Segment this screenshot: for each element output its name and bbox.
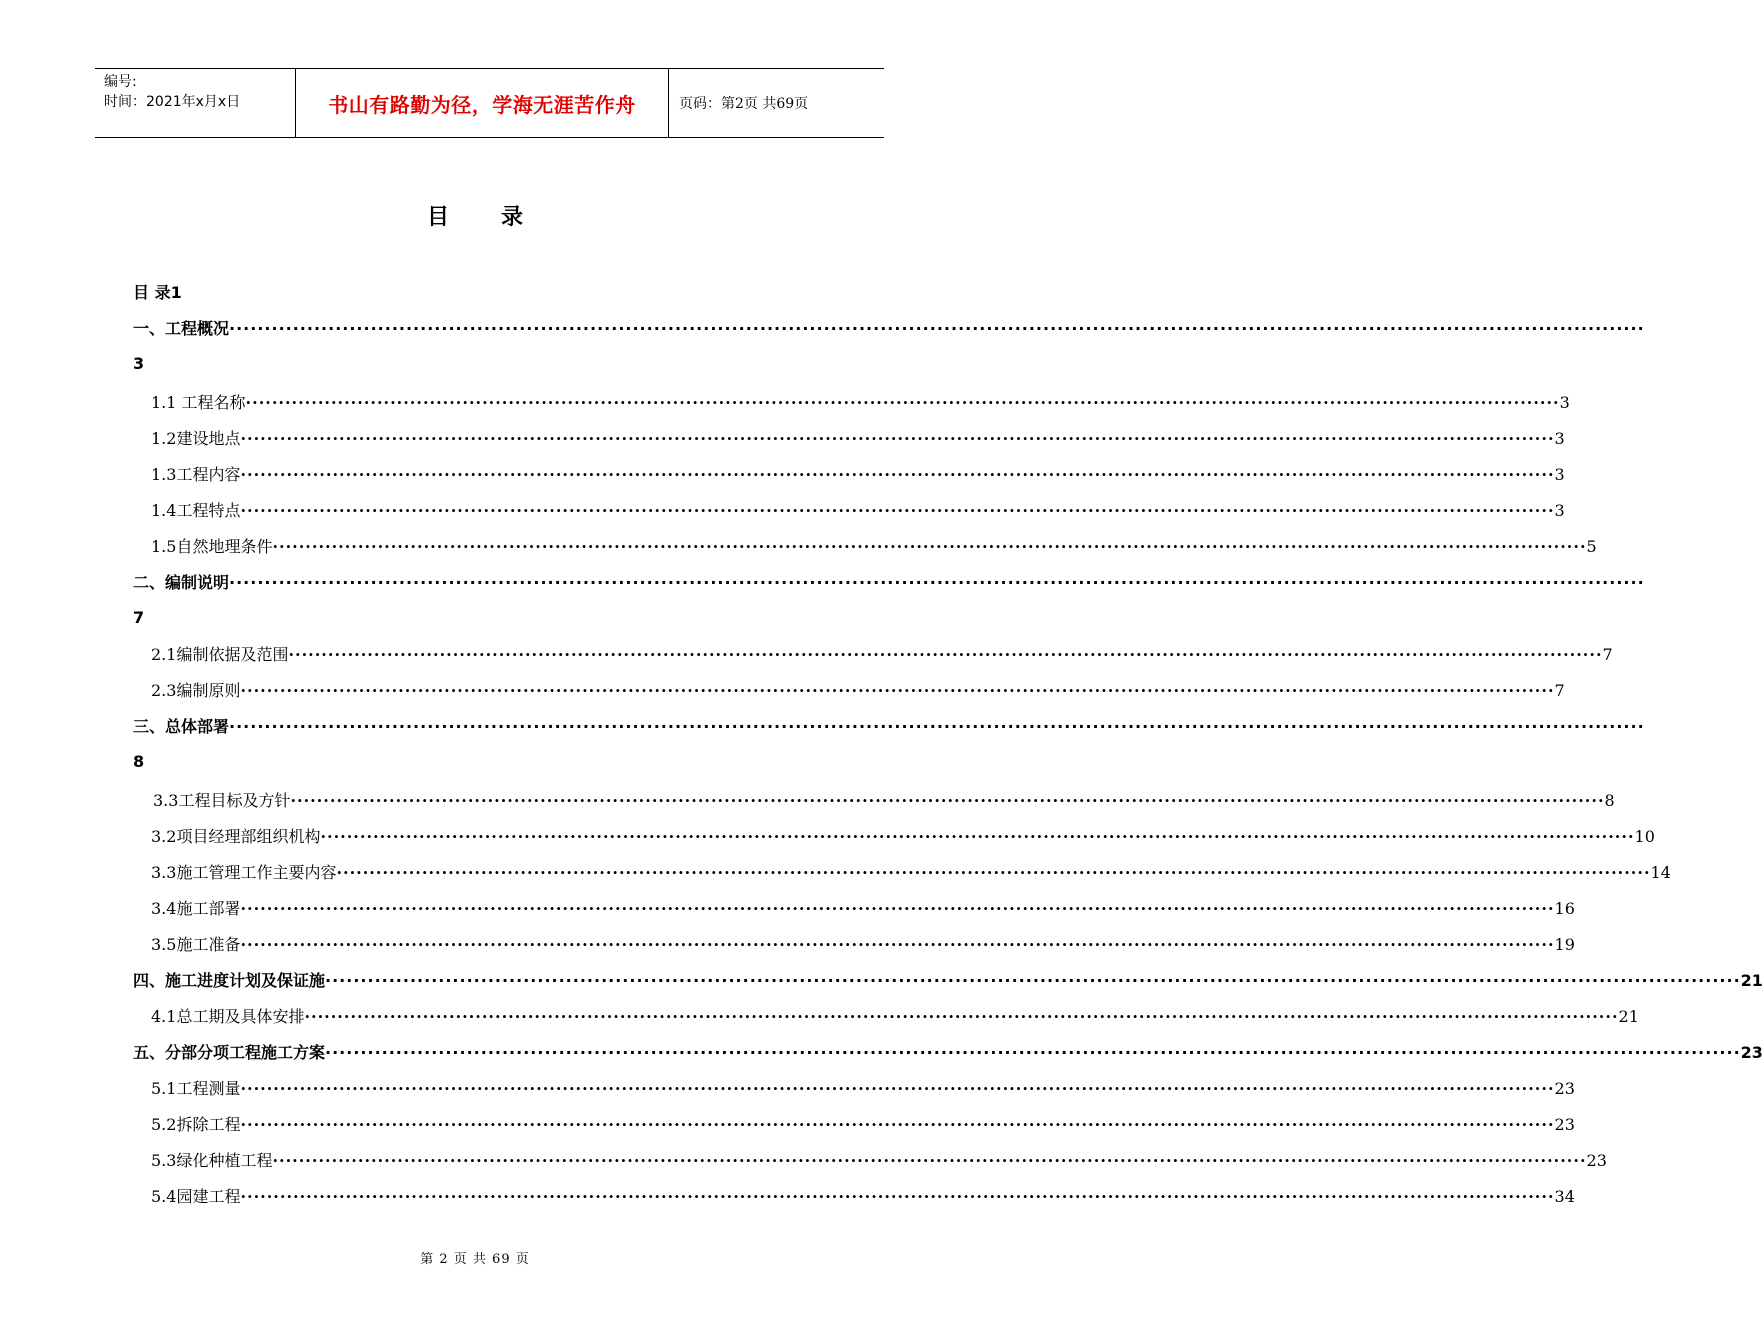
toc-entry-label: 5.3绿化种植工程 xyxy=(151,1151,273,1170)
toc-leader-dots: ········································································································································································································ xyxy=(240,935,1555,954)
toc-entry[interactable] xyxy=(151,1004,1639,1027)
toc-entry-label: 三、总体部署 xyxy=(133,717,230,736)
toc-entry-label: 5.1工程测量 xyxy=(151,1079,241,1098)
toc-entry-label: 4.1总工期及具体安排 xyxy=(151,1007,305,1026)
toc-entry-page: 21 xyxy=(1618,1007,1639,1026)
toc-entry[interactable] xyxy=(151,824,1655,847)
toc-entry[interactable] xyxy=(151,860,1671,883)
toc-leader-dots: ········································································································································································································ xyxy=(336,863,1651,882)
toc-leader-dots: ········································································································································································································ xyxy=(229,319,1645,338)
toc-entry-page: 23 xyxy=(1554,1079,1575,1098)
toc-leader-dots: ········································································································································································································ xyxy=(240,1115,1555,1134)
toc-entry-page: 7 xyxy=(1554,681,1565,700)
toc-entry-label: 一、工程概况 xyxy=(133,319,230,338)
motto: 书山有路勤为径，学海无涯苦作舟 xyxy=(328,92,636,117)
toc-entry[interactable] xyxy=(153,788,1615,811)
toc-leader-dots: ········································································································································································································ xyxy=(240,899,1555,918)
toc-leader-dots: ········································································································································································································ xyxy=(320,827,1635,846)
toc-entry-label: 3.2项目经理部组织机构 xyxy=(151,827,321,846)
toc-entry-label: 四、施工进度计划及保证施 xyxy=(133,971,326,990)
toc-leader-dots: ········································································································································································································ xyxy=(229,573,1645,592)
toc-entry[interactable] xyxy=(133,316,1645,339)
toc-entry-label: 1.1 工程名称 xyxy=(151,393,246,412)
toc-entry-label: 2.1编制依据及范围 xyxy=(151,645,289,664)
toc-entry[interactable] xyxy=(151,426,1565,449)
toc-entry-label: 3.3工程目标及方针 xyxy=(153,791,291,810)
toc-entry-label: 5.2拆除工程 xyxy=(151,1115,241,1134)
toc-entry[interactable] xyxy=(133,608,839,627)
toc-entry-label: 目 录1 xyxy=(133,283,182,302)
toc-entry-label: 8 xyxy=(133,752,145,771)
toc-entry[interactable] xyxy=(133,1040,1763,1063)
toc-entry-label: 5.4园建工程 xyxy=(151,1187,241,1206)
toc-entry-label: 3.3施工管理工作主要内容 xyxy=(151,863,337,882)
toc-entry-page: 10 xyxy=(1634,827,1655,846)
toc-entry-label: 3.5施工准备 xyxy=(151,935,241,954)
toc-entry-page: 19 xyxy=(1554,935,1575,954)
toc-entry[interactable] xyxy=(151,1184,1575,1207)
serial-label: 编号: xyxy=(104,74,137,90)
page-header xyxy=(95,68,884,138)
toc-entry[interactable] xyxy=(133,570,1645,593)
toc-entry[interactable] xyxy=(133,714,1645,737)
toc-leader-dots: ········································································································································································································ xyxy=(288,645,1603,664)
toc-leader-dots: ········································································································································································································ xyxy=(229,717,1645,736)
toc-entry-page: 3 xyxy=(1559,393,1570,412)
toc-leader-dots: ········································································································································································································ xyxy=(325,971,1741,990)
toc-leader-dots: ········································································································································································································ xyxy=(325,1043,1741,1062)
toc-entry-page: 23 xyxy=(1740,1043,1763,1062)
toc-entry[interactable] xyxy=(151,896,1575,919)
toc-entry-label: 二、编制说明 xyxy=(133,573,230,592)
toc-entry-label: 2.3编制原则 xyxy=(151,681,241,700)
toc-entry-label: 五、分部分项工程施工方案 xyxy=(133,1043,326,1062)
toc-entry-label: 1.3工程内容 xyxy=(151,465,241,484)
toc-entry[interactable] xyxy=(151,1112,1575,1135)
toc-leader-dots: ········································································································································································································ xyxy=(240,1187,1555,1206)
toc-entry[interactable] xyxy=(151,1148,1607,1171)
toc-entry-page: 3 xyxy=(1554,465,1565,484)
toc-entry-page: 8 xyxy=(1604,791,1615,810)
toc-leader-dots: ········································································································································································································ xyxy=(272,1151,1587,1170)
toc-entry-page: 21 xyxy=(1740,971,1763,990)
toc-entry[interactable] xyxy=(151,932,1575,955)
toc-entry-label: 3.4施工部署 xyxy=(151,899,241,918)
toc-entry-label: 1.5自然地理条件 xyxy=(151,537,273,556)
header-motto-cell xyxy=(296,69,669,137)
toc-entry-label: 1.4工程特点 xyxy=(151,501,241,520)
toc-entry[interactable] xyxy=(151,498,1565,521)
toc-entry[interactable] xyxy=(151,642,1613,665)
toc-entry[interactable] xyxy=(151,678,1565,701)
header-page-cell xyxy=(669,69,884,137)
toc-entry[interactable] xyxy=(151,390,1570,413)
toc-leader-dots: ········································································································································································································ xyxy=(240,681,1555,700)
toc-entry[interactable] xyxy=(133,968,1763,991)
toc-entry-page: 7 xyxy=(1602,645,1613,664)
toc-entry-page: 3 xyxy=(1554,429,1565,448)
toc-entry-label: 3 xyxy=(133,354,145,373)
page-footer: 第 2 页 共 69 页 xyxy=(420,1252,530,1267)
toc-leader-dots: ········································································································································································································ xyxy=(240,1079,1555,1098)
toc-entry-page: 16 xyxy=(1554,899,1575,918)
toc-entry[interactable] xyxy=(133,354,839,373)
toc-entry-label: 7 xyxy=(133,608,145,627)
toc-leader-dots: ········································································································································································································ xyxy=(272,537,1587,556)
document-title: 目录 xyxy=(426,205,575,230)
toc-entry-page: 3 xyxy=(1554,501,1565,520)
toc-entry[interactable] xyxy=(151,534,1597,557)
toc-entry-page: 23 xyxy=(1586,1151,1607,1170)
toc-entry-page: 23 xyxy=(1554,1115,1575,1134)
toc-entry-page: 34 xyxy=(1554,1187,1575,1206)
toc-leader-dots: ········································································································································································································ xyxy=(240,465,1555,484)
page-code: 页码：第2页 共69页 xyxy=(679,96,809,112)
toc-entry[interactable] xyxy=(133,280,839,303)
toc-leader-dots: ········································································································································································································ xyxy=(240,501,1555,520)
toc-leader-dots: ········································································································································································································ xyxy=(304,1007,1619,1026)
toc-leader-dots: ········································································································································································································ xyxy=(245,393,1560,412)
toc-leader-dots: ········································································································································································································ xyxy=(240,429,1555,448)
toc-entry-page: 5 xyxy=(1586,537,1597,556)
toc-entry[interactable] xyxy=(151,462,1565,485)
toc-entry[interactable] xyxy=(151,1076,1575,1099)
header-info-cell xyxy=(95,69,296,137)
toc-entry-page: 14 xyxy=(1650,863,1671,882)
toc-entry-label: 1.2建设地点 xyxy=(151,429,241,448)
time-label: 时间：2021年x月x日 xyxy=(104,94,241,110)
toc-entry[interactable] xyxy=(133,752,839,771)
toc-leader-dots: ········································································································································································································ xyxy=(290,791,1605,810)
